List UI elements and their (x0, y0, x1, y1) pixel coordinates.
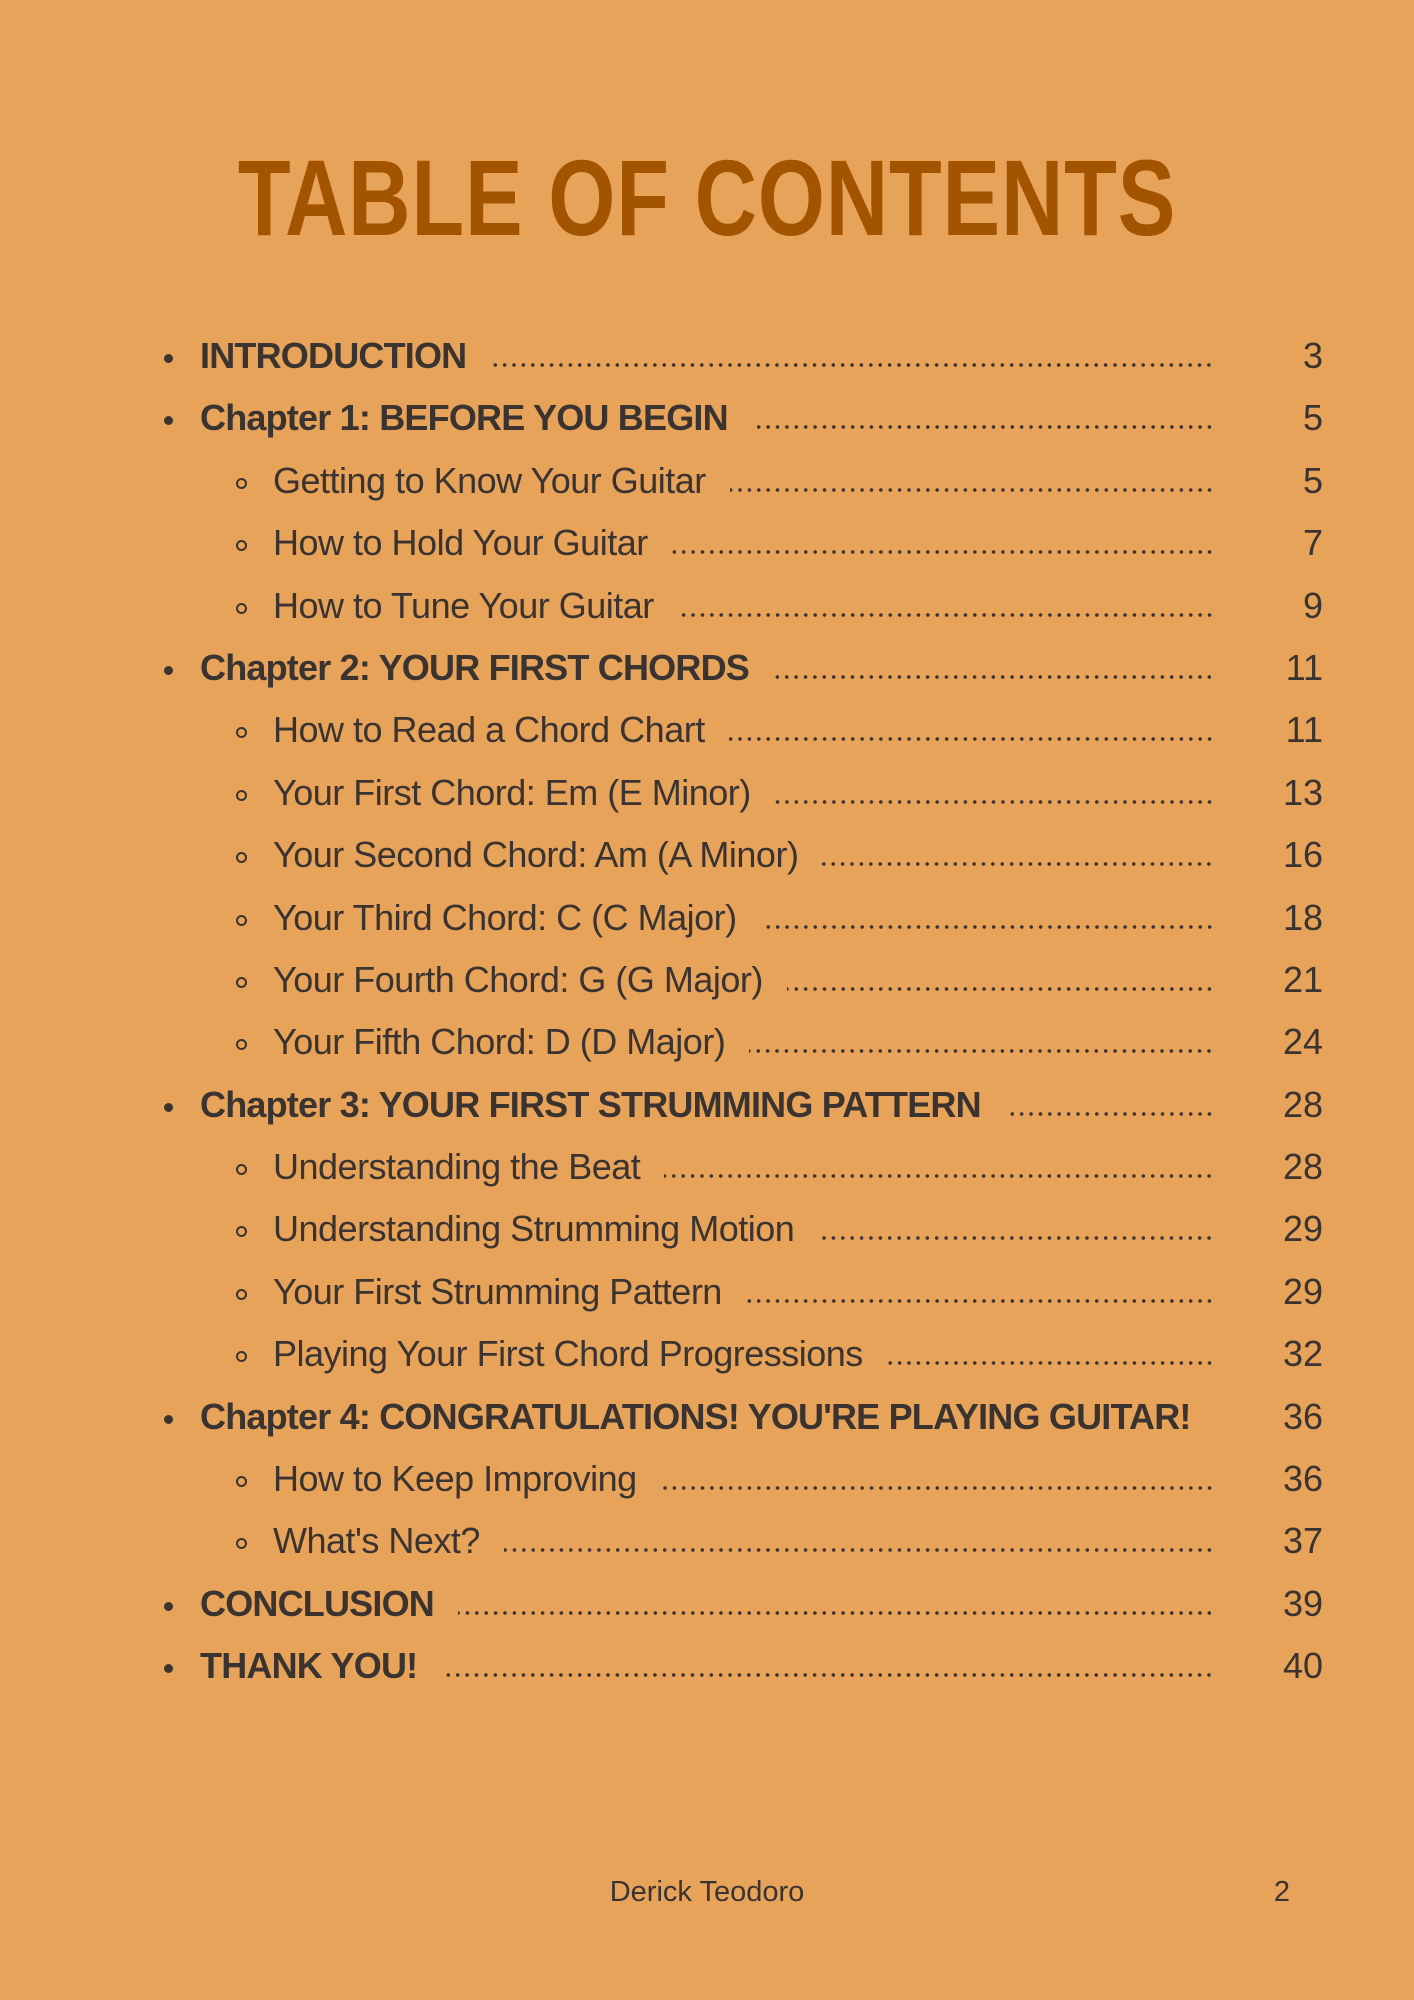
toc-page-number: 3 (1302, 335, 1323, 376)
toc-page-number: 32 (1282, 1333, 1323, 1375)
hollow-bullet-icon (236, 540, 247, 551)
dot-leader (678, 613, 1214, 617)
toc-entry-line (273, 1448, 1214, 1510)
toc-entry-line (273, 512, 1214, 574)
toc-entry-line (200, 325, 1214, 387)
toc-entry-line (200, 1386, 1214, 1448)
dot-leader (458, 1611, 1214, 1615)
dot-leader (441, 1673, 1214, 1677)
dot-leader (672, 550, 1214, 554)
toc-entry-label: Chapter 2: YOUR FIRST CHORDS (200, 646, 749, 688)
toc-section-entry[interactable] (0, 1323, 1414, 1385)
toc-entry-line (273, 1261, 1214, 1323)
dot-leader (661, 1486, 1214, 1490)
dot-leader (746, 1299, 1214, 1303)
dot-leader (773, 675, 1214, 679)
toc-section-entry[interactable] (0, 949, 1414, 1011)
toc-entry-label: Your Fifth Chord: D (D Major) (273, 1021, 726, 1063)
toc-page-number: 39 (1282, 1582, 1323, 1624)
toc-page-number: 5 (1302, 459, 1323, 501)
toc-section-entry[interactable] (0, 512, 1414, 574)
hollow-bullet-icon (236, 852, 247, 863)
hollow-bullet-icon (236, 915, 247, 926)
toc-page-number: 11 (1285, 709, 1323, 751)
toc-page-number: 37 (1282, 1520, 1323, 1562)
hollow-bullet-icon (236, 603, 247, 614)
toc-entry-label: How to Read a Chord Chart (273, 709, 705, 751)
dot-leader (752, 425, 1214, 429)
dot-leader (775, 800, 1214, 804)
toc-section-entry[interactable] (0, 1510, 1414, 1572)
footer-author: Derick Teodoro (609, 1876, 805, 1908)
toc-page-number: 28 (1282, 1146, 1323, 1188)
toc-entry-label: Chapter 3: YOUR FIRST STRUMMING PATTERN (200, 1083, 981, 1125)
toc-entry-line (200, 387, 1214, 449)
toc-entry-label: What's Next? (273, 1520, 480, 1562)
toc-entry-label: Your First Strumming Pattern (273, 1270, 722, 1312)
hollow-bullet-icon (236, 977, 247, 988)
toc-entry-label: Playing Your First Chord Progressions (273, 1333, 863, 1375)
toc-page-number: 18 (1282, 896, 1323, 938)
toc-entry-label: Chapter 4: CONGRATULATIONS! YOU'RE PLAYING GUITAR! (200, 1395, 1191, 1437)
toc-entry-label: Understanding the Beat (273, 1146, 641, 1188)
toc-page-number: 13 (1282, 771, 1323, 813)
hollow-bullet-icon (236, 1351, 247, 1362)
dot-leader (822, 862, 1214, 866)
hollow-bullet-icon (236, 727, 247, 738)
dot-leader (729, 737, 1214, 741)
toc-entry-label: Your Second Chord: Am (A Minor) (273, 834, 799, 876)
filled-bullet-icon (164, 1415, 173, 1424)
toc-section-entry[interactable] (0, 887, 1414, 949)
toc-entry-line (273, 762, 1214, 824)
toc-page-number: 36 (1282, 1458, 1323, 1500)
toc-entry-line (200, 1573, 1214, 1635)
dot-leader (761, 925, 1214, 929)
toc-entry-label: Your Fourth Chord: G (G Major) (273, 958, 763, 1000)
toc-entry-line (273, 575, 1214, 637)
dot-leader (1005, 1112, 1214, 1116)
toc-entry-label: Chapter 1: BEFORE YOU BEGIN (200, 397, 728, 439)
toc-entry-label: Getting to Know Your Guitar (273, 459, 706, 501)
toc-entry-label: How to Tune Your Guitar (273, 584, 654, 626)
toc-section-entry[interactable] (0, 1011, 1414, 1073)
toc-chapter-entry[interactable] (0, 1074, 1414, 1136)
toc-chapter-entry[interactable] (0, 1635, 1414, 1697)
filled-bullet-icon (164, 1664, 173, 1673)
hollow-bullet-icon (236, 1164, 247, 1175)
hollow-bullet-icon (236, 1289, 247, 1300)
toc-page-number: 28 (1282, 1083, 1323, 1125)
dot-leader (504, 1548, 1214, 1552)
toc-entry-line (273, 824, 1214, 886)
toc-section-entry[interactable] (0, 575, 1414, 637)
toc-page-number: 36 (1282, 1395, 1323, 1437)
toc-section-entry[interactable] (0, 699, 1414, 761)
hollow-bullet-icon (236, 1538, 247, 1549)
toc-entry-label: How to Keep Improving (273, 1458, 637, 1500)
toc-entry-line (200, 637, 1214, 699)
toc-entry-label: How to Hold Your Guitar (273, 522, 648, 564)
filled-bullet-icon (164, 1103, 173, 1112)
toc-page-number: 21 (1282, 958, 1323, 1000)
hollow-bullet-icon (236, 1039, 247, 1050)
toc-section-entry[interactable] (0, 1261, 1414, 1323)
toc-entry-label: CONCLUSION (200, 1582, 434, 1624)
toc-entry-label: Your First Chord: Em (E Minor) (273, 771, 751, 813)
toc-page-number: 11 (1285, 646, 1323, 688)
toc-page-number: 24 (1282, 1021, 1323, 1063)
dot-leader (664, 1174, 1214, 1178)
toc-entry-line (273, 450, 1214, 512)
toc-chapter-entry[interactable] (0, 637, 1414, 699)
toc-entry-line (273, 1011, 1214, 1073)
toc-chapter-entry[interactable] (0, 1386, 1414, 1448)
toc-entry-line (273, 699, 1214, 761)
toc-entry-line (273, 1136, 1214, 1198)
toc-section-entry[interactable] (0, 1136, 1414, 1198)
page-title: TABLE OF CONTENTS (237, 137, 1177, 258)
dot-leader (490, 363, 1214, 367)
hollow-bullet-icon (236, 478, 247, 489)
toc-entry-line (273, 949, 1214, 1011)
footer-page-number: 2 (1273, 1876, 1290, 1908)
dot-leader (730, 488, 1214, 492)
toc-entry-line (273, 1510, 1214, 1572)
toc-entry-label: THANK YOU! (200, 1645, 418, 1687)
toc-entry-line (273, 1198, 1214, 1260)
toc-page-number: 5 (1302, 397, 1323, 439)
toc-page-number: 7 (1302, 522, 1323, 564)
toc-section-entry[interactable] (0, 762, 1414, 824)
toc-page-number: 29 (1282, 1270, 1323, 1312)
toc-chapter-entry[interactable] (0, 325, 1414, 387)
dot-leader (818, 1236, 1214, 1240)
filled-bullet-icon (164, 1602, 173, 1611)
toc-page-number: 29 (1282, 1208, 1323, 1250)
hollow-bullet-icon (236, 790, 247, 801)
toc-entry-label: Understanding Strumming Motion (273, 1208, 795, 1250)
toc-page-number: 40 (1282, 1645, 1323, 1687)
filled-bullet-icon (164, 666, 173, 675)
hollow-bullet-icon (236, 1226, 247, 1237)
toc-entry-label: Your Third Chord: C (C Major) (273, 896, 737, 938)
toc-page-number: 9 (1302, 584, 1323, 626)
toc-section-entry[interactable] (0, 1198, 1414, 1260)
toc-page-number: 16 (1282, 834, 1323, 876)
toc-section-entry[interactable] (0, 824, 1414, 886)
toc-section-entry[interactable] (0, 450, 1414, 512)
dot-leader (887, 1361, 1214, 1365)
table-of-contents (0, 325, 1414, 1698)
toc-entry-line (273, 887, 1214, 949)
dot-leader (749, 1049, 1214, 1053)
toc-entry-line (200, 1074, 1214, 1136)
toc-section-entry[interactable] (0, 1448, 1414, 1510)
filled-bullet-icon (164, 416, 173, 425)
toc-chapter-entry[interactable] (0, 387, 1414, 449)
filled-bullet-icon (164, 354, 173, 363)
toc-entry-line (200, 1635, 1214, 1697)
toc-entry-label: INTRODUCTION (200, 335, 467, 376)
toc-entry-line (273, 1323, 1214, 1385)
dot-leader (787, 987, 1214, 991)
hollow-bullet-icon (236, 1476, 247, 1487)
toc-chapter-entry[interactable] (0, 1573, 1414, 1635)
